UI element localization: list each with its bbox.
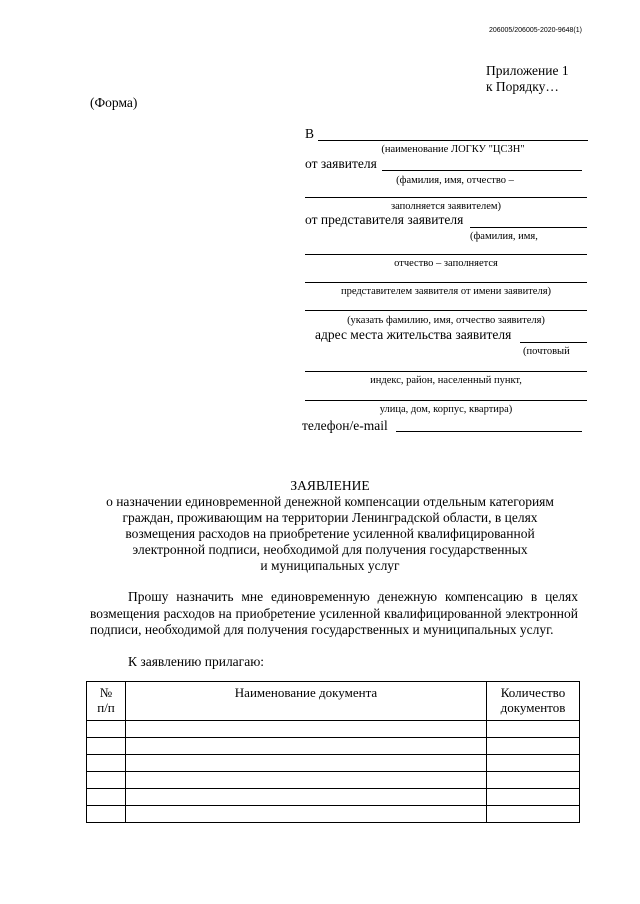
address-hint-2: индекс, район, населенный пункт, <box>370 375 522 386</box>
title-line-2: граждан, проживающим на территории Ленинградской области, в целях <box>122 510 538 525</box>
from-applicant-label: от заявителя <box>305 156 377 171</box>
address-hint-1: (почтовый <box>523 346 570 357</box>
address-field-line-2[interactable] <box>305 371 587 372</box>
title-line-4: электронной подписи, необходимой для получения государственных <box>132 542 528 557</box>
request-paragraph: Прошу назначить мне единовременную денежную компенсацию в целях возмещения расходов на приобретение усиленной квалифицированной электронной подписи, необходимой для получения государственных и муниципальных услуг. <box>90 589 578 637</box>
appendix-line-1: Приложение 1 <box>486 63 569 78</box>
table-row[interactable] <box>87 755 580 772</box>
representative-field-line[interactable] <box>470 227 587 228</box>
table-header-row <box>87 682 580 721</box>
table-row[interactable] <box>87 721 580 738</box>
representative-field-line-3[interactable] <box>305 282 587 283</box>
address-field-line[interactable] <box>520 342 587 343</box>
table-row[interactable] <box>87 772 580 789</box>
to-prefix: В <box>305 126 315 141</box>
title-line-1: о назначении единовременной денежной компенсации отдельным категориям <box>106 494 554 509</box>
rep-hint-3: представителем заявителя от имени заявителя) <box>340 286 552 297</box>
rep-hint-4: (указать фамилию, имя, отчество заявителя) <box>347 315 545 326</box>
title-line-5: и муниципальных услуг <box>260 558 400 573</box>
applicant-hint-2: заполняется заявителем) <box>390 201 502 212</box>
document-id: 206005/206005-2020-9648(1) <box>488 27 582 34</box>
table-row[interactable] <box>87 789 580 806</box>
appendix-label <box>486 63 569 95</box>
applicant-field-line[interactable] <box>382 170 582 171</box>
phone-field-line[interactable] <box>396 431 582 432</box>
to-hint: (наименование ЛОГКУ "ЦСЗН" <box>381 144 525 155</box>
representative-field-line-4[interactable] <box>305 310 587 311</box>
attachments-label: К заявлению прилагаю: <box>128 654 265 669</box>
title-heading: ЗАЯВЛЕНИЕ <box>290 478 370 493</box>
address-label: адрес места жительства заявителя <box>315 327 512 342</box>
address-field-line-3[interactable] <box>305 400 587 401</box>
representative-field-line-2[interactable] <box>305 254 587 255</box>
col-document-name-header: Наименование документа <box>126 682 487 721</box>
col-number-header: № п/п <box>87 682 126 721</box>
rep-hint-2: отчество – заполняется <box>394 258 498 269</box>
phone-label: телефон/e-mail <box>302 418 388 433</box>
appendix-line-2: к Порядку… <box>486 79 559 94</box>
rep-hint-1: (фамилия, имя, <box>470 231 538 242</box>
form-label: (Форма) <box>90 95 138 110</box>
table-row[interactable] <box>87 738 580 755</box>
table-row[interactable] <box>87 806 580 823</box>
document-title <box>80 478 580 574</box>
to-field-line[interactable] <box>318 140 588 141</box>
col-quantity-header: Количество документов <box>487 682 580 721</box>
applicant-field-line-2[interactable] <box>305 197 587 198</box>
applicant-hint-1: (фамилия, имя, отчество – <box>396 175 514 186</box>
from-representative-label: от представителя заявителя <box>305 212 464 227</box>
address-hint-3: улица, дом, корпус, квартира) <box>379 404 513 415</box>
documents-table <box>86 681 580 823</box>
title-line-3: возмещения расходов на приобретение усиленной квалифицированной <box>125 526 535 541</box>
